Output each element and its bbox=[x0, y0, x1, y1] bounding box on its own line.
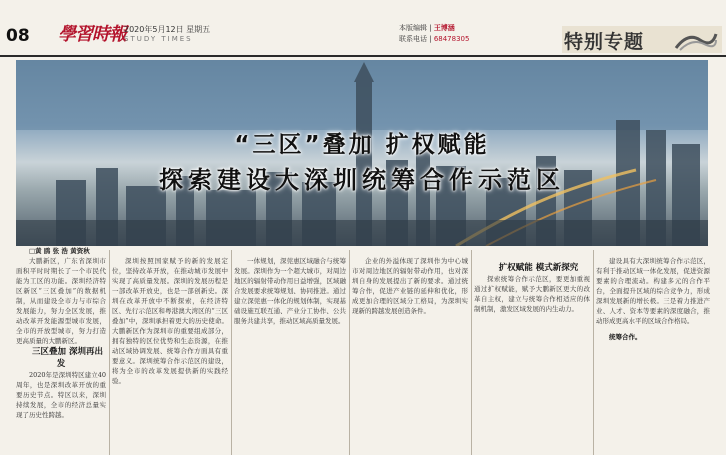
article-column-5 bbox=[474, 246, 590, 455]
headline-line-1: “三区”叠加 扩权赋能 bbox=[234, 132, 490, 158]
phone-number: 68478305 bbox=[433, 35, 470, 43]
phone-label: 联系电话 bbox=[399, 35, 427, 43]
header-rule bbox=[0, 55, 726, 57]
headline-line-2: 探索建设大深圳统筹合作示范区 bbox=[159, 166, 565, 194]
bold-lead: 统筹合作。 bbox=[609, 333, 642, 341]
column-divider bbox=[109, 250, 110, 455]
article-column-2 bbox=[112, 246, 228, 455]
page-header bbox=[0, 0, 726, 56]
city-skyline-photo bbox=[16, 60, 708, 246]
editor-info: 本版编辑 | 王博涵 联系电话 | 68478305 bbox=[399, 24, 470, 43]
section-title: 特别专题 bbox=[564, 31, 645, 53]
paragraph: 探索统筹合作示范区，要更加重视通过扩权赋能，赋予大鹏新区更大的改革自主权，建立与统筹合作相适应的体制机制，激发区域发展的内生动力。 bbox=[474, 275, 590, 313]
paragraph: 2020年是深圳特区建立40周年，也是深圳改革开放的重要历史节点。特区以来，深圳持续发展，全市的经济总量实现了历史性跨越。 bbox=[16, 371, 106, 419]
study-times-label: STUDY TIMES bbox=[124, 35, 193, 43]
newspaper-logo: 學習時報 bbox=[58, 24, 126, 45]
editor-name: 王博涵 bbox=[433, 24, 455, 32]
article-column-1 bbox=[16, 246, 106, 455]
column-divider bbox=[349, 250, 350, 455]
article-column-4 bbox=[352, 246, 468, 455]
article-column-6 bbox=[596, 246, 710, 455]
article-column-3 bbox=[234, 246, 346, 455]
issue-date: 2020年5月12日 星期五 bbox=[124, 25, 211, 34]
subheading-1: 三区叠加 深圳再出发 bbox=[32, 347, 103, 369]
paragraph: 企业的外溢体现了深圳作为中心城市对周边地区的辐射带动作用，也对深圳自身的发展提出了新的要求。通过统筹合作，促进产业链的延伸和优化，形成更加合理的区域分工格局，为深圳实现新的跨越发展创造条件。 bbox=[352, 257, 468, 315]
page-number: 08 bbox=[6, 26, 30, 46]
editor-label: 本版编辑 bbox=[399, 24, 427, 32]
column-divider bbox=[471, 250, 472, 455]
paragraph: 建设具有大深圳统筹合作示范区，有利于推动区域一体化发展，促进资源要素的合理流动。构建多元的合作平台，全面提升区域的综合竞争力，形成深圳发展新的增长极。三是着力推进产业、人才、资本等要素的深度融合，推动形成更高水平的区域合作格局。 bbox=[596, 257, 710, 325]
column-divider bbox=[231, 250, 232, 455]
paragraph: 一体规划，深莞惠区域融合与统筹发展。深圳作为一个超大城市，对周边地区的辐射带动作用日益增强，区域融合发展要求统筹规划、协同推进。通过建立深莞惠一体化的规划体制，实现基础设施互联互通、产业分工协作、公共服务共建共享，推动区域高质量发展。 bbox=[234, 257, 346, 325]
intro-paragraph: 大鹏新区，广东省深圳市面积平时时期长了一个市民代能为工区的功能。深圳经济特区新区“三区叠加”的数据机制，从而建设全市力与市综合发展能力，努力全区发展，推动改革开发能源型城市发展，全市的开放型城市，努力打造更高质量的大鹏新区。 bbox=[16, 257, 106, 345]
column-divider bbox=[593, 250, 594, 455]
byline: □黄 鸥 张 浩 黄资秋 bbox=[29, 247, 90, 255]
paragraph: 深圳按照国家赋予的新的发展定位，坚持改革开放，在推动城市发展中实现了高质量发展。深圳的发展历程是一部改革开放史，也是一部创新史。深圳在改革开放中不断探索，在经济特区、先行示范区和粤港澳大湾区的“三区叠加”中，深圳承担着更大的历史使命。大鹏新区作为深圳市的重要组成部分，拥有独特的区位优势和生态资源，在推动区域协调发展、统筹合作方面具有重要意义。深圳统筹合作示范区的建设，将为全市的改革发展提供新的实践经验。 bbox=[112, 257, 228, 385]
section-decoration-icon bbox=[674, 30, 718, 52]
subheading-2: 扩权赋能 模式新探究 bbox=[498, 263, 579, 273]
